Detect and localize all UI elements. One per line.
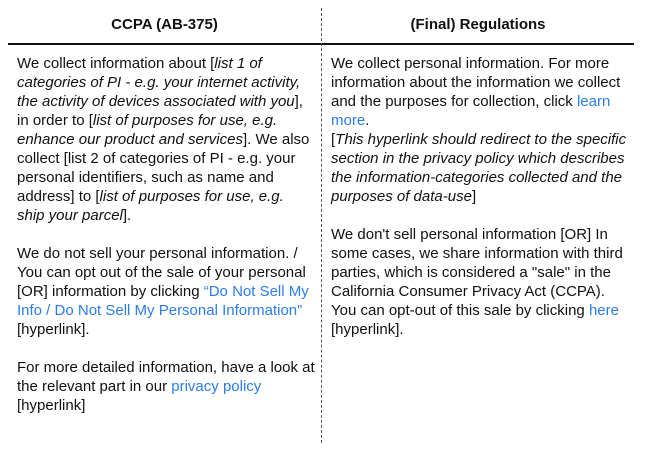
text-segment: .	[365, 112, 370, 129]
text-segment-italic: list of purposes for use, e.g. enhance our product and services	[17, 112, 278, 148]
text-segment-italic: list 1 of categories of PI - e.g. your internet activity, the activity of devices associated with you	[17, 55, 301, 110]
regulations-column-text	[331, 54, 631, 339]
text-segment: ], in order to [	[17, 93, 303, 129]
privacy-policy-link[interactable]: privacy policy	[171, 378, 262, 395]
here-link[interactable]: here	[588, 302, 619, 319]
text-segment: We collect information about [	[17, 55, 215, 72]
text-segment-italic: list of purposes for use, e.g. ship your parcel	[17, 188, 284, 224]
text-segment: ]. We also collect [list 2 of categories of PI - e.g. your personal identifiers, such as name and address] to [	[17, 131, 310, 205]
text-segment: For more detailed information, have a look at the relevant part in our	[17, 359, 315, 395]
do-not-sell-link[interactable]: “Do Not Sell My Info / Do Not Sell My Personal Information”	[17, 283, 309, 319]
regulations-paragraph-sale	[331, 225, 631, 339]
header-ccpa: CCPA (AB-375)	[111, 16, 218, 33]
text-segment: ].	[122, 207, 132, 224]
text-segment: [hyperlink].	[331, 321, 404, 338]
regulations-paragraph-collection	[331, 54, 631, 206]
text-segment: We don't sell personal information [OR] In some cases, we share information with third parties, which is considered a "sale" in the California Consumer Privacy Act (CCPA). You can opt-out of this sale by clicking	[331, 226, 623, 319]
header-regulations: (Final) Regulations	[410, 16, 546, 33]
text-segment: We collect personal information. For more information about the information we collect and the purposes for collection, click	[331, 55, 621, 110]
text-segment-italic: This hyperlink should redirect to the specific section in the privacy policy which describes the information-categories collected and the purposes of data-use	[331, 131, 627, 205]
ccpa-paragraph-collection	[17, 54, 315, 225]
text-segment: [	[331, 131, 336, 148]
text-segment: [hyperlink].	[17, 321, 90, 338]
ccpa-paragraph-policy	[17, 358, 315, 415]
column-divider	[321, 8, 322, 443]
text-segment: ]	[471, 188, 477, 205]
text-segment: [hyperlink]	[17, 397, 86, 414]
text-segment: We do not sell your personal information. / You can opt out of the sale of your personal [OR] information by clicking	[17, 245, 306, 300]
ccpa-paragraph-sale	[17, 244, 315, 339]
learn-more-link[interactable]: learn more	[331, 93, 611, 129]
ccpa-column-text	[17, 54, 315, 415]
